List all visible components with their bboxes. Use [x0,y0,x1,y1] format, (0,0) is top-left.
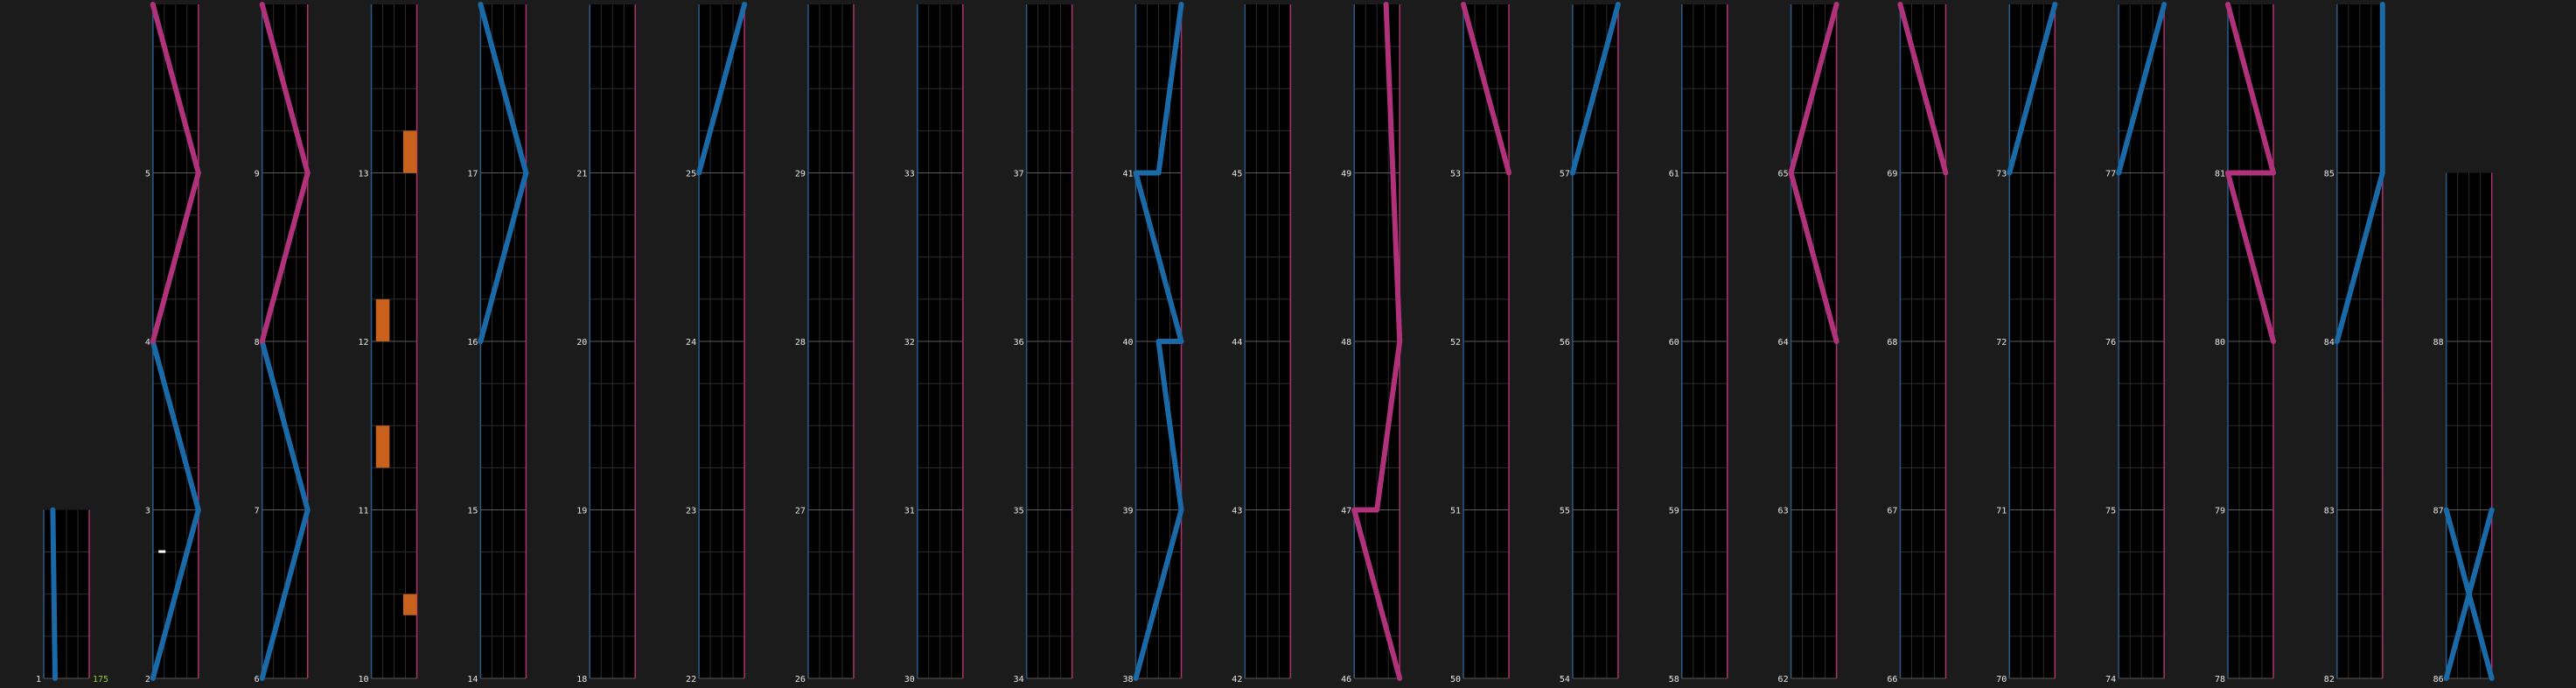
bpm-label: 175 [93,675,109,684]
measure-number: 3 [144,506,150,516]
hold-note [403,130,417,172]
measure-number: 49 [1341,169,1352,179]
measure-number: 53 [1450,169,1462,179]
measure-number: 74 [2105,675,2117,684]
measure-number: 4 [144,338,150,348]
measure-number: 28 [794,338,806,348]
measure-number: 27 [794,506,806,516]
measure-number: 25 [686,169,697,179]
measure-number: 10 [358,675,369,684]
hold-note [376,425,390,467]
measure-number: 20 [576,338,588,348]
measure-number: 7 [254,506,260,516]
measure-number: 81 [2214,169,2225,179]
measure-number: 65 [1777,169,1789,179]
measure-number: 77 [2105,169,2117,179]
measure-number: 54 [1559,675,1570,684]
measure-number: 60 [1668,338,1679,348]
measure-number: 87 [2433,506,2444,516]
measure-number: 57 [1559,169,1570,179]
measure-number: 86 [2433,675,2444,684]
measure-number: 9 [254,169,260,179]
measure-number: 82 [2323,675,2335,684]
measure-number: 2 [144,675,150,684]
measure-number: 73 [1996,169,2007,179]
measure-number: 50 [1450,675,1462,684]
measure-number: 26 [794,675,806,684]
measure-number: 14 [467,675,478,684]
measure-number: 58 [1668,675,1679,684]
measure-number: 22 [686,675,697,684]
measure-number: 85 [2323,169,2335,179]
measure-number: 84 [2323,338,2335,348]
measure-number: 41 [1122,169,1134,179]
measure-number: 63 [1777,506,1789,516]
measure-number: 55 [1559,506,1570,516]
measure-number: 36 [1013,338,1024,348]
measure-number: 8 [254,338,260,348]
measure-number: 37 [1013,169,1024,179]
measure-number: 61 [1668,169,1679,179]
hold-note [403,594,417,615]
measure-number: 12 [358,338,369,348]
measure-number: 42 [1232,675,1243,684]
measure-number: 18 [576,675,588,684]
measure-number: 29 [794,169,806,179]
measure-number: 32 [904,338,915,348]
measure-number: 44 [1232,338,1243,348]
measure-number: 71 [1996,506,2007,516]
hold-note [376,299,390,341]
measure-number: 31 [904,506,915,516]
measure-number: 6 [254,675,260,684]
measure-number: 19 [576,506,588,516]
measure-number: 45 [1232,169,1243,179]
measure-number: 62 [1777,675,1789,684]
measure-number: 5 [144,169,150,179]
measure-number: 21 [576,169,588,179]
measure-number: 88 [2433,338,2444,348]
measure-number: 52 [1450,338,1462,348]
measure-number: 39 [1122,506,1134,516]
measure-number: 68 [1887,338,1898,348]
measure-number: 83 [2323,506,2335,516]
measure-number: 75 [2105,506,2117,516]
measure-number: 1 [35,675,41,684]
measure-number: 70 [1996,675,2007,684]
measure-number: 64 [1777,338,1789,348]
measure-number: 69 [1887,169,1898,179]
measure-number: 34 [1013,675,1024,684]
measure-number: 76 [2105,338,2117,348]
measure-number: 40 [1122,338,1134,348]
measure-number: 15 [467,506,478,516]
measure-number: 43 [1232,506,1243,516]
measure-number: 30 [904,675,915,684]
measure-number: 16 [467,338,478,348]
measure-number: 38 [1122,675,1134,684]
measure-number: 48 [1341,338,1352,348]
measure-number: 80 [2214,338,2225,348]
measure-number: 51 [1450,506,1462,516]
measure-number: 66 [1887,675,1898,684]
slide-note [52,510,55,679]
tap-note [158,551,165,553]
measure-number: 24 [686,338,697,348]
measure-number: 79 [2214,506,2225,516]
measure-number: 59 [1668,506,1679,516]
measure-number: 17 [467,169,478,179]
measure-number: 47 [1341,506,1352,516]
measure-number: 11 [358,506,369,516]
measure-number: 23 [686,506,697,516]
measure-number: 56 [1559,338,1570,348]
measure-number: 72 [1996,338,2007,348]
measure-number: 46 [1341,675,1352,684]
measure-number: 33 [904,169,915,179]
measure-number: 35 [1013,506,1024,516]
measure-number: 78 [2214,675,2225,684]
measure-number: 67 [1887,506,1898,516]
measure-number: 13 [358,169,369,179]
